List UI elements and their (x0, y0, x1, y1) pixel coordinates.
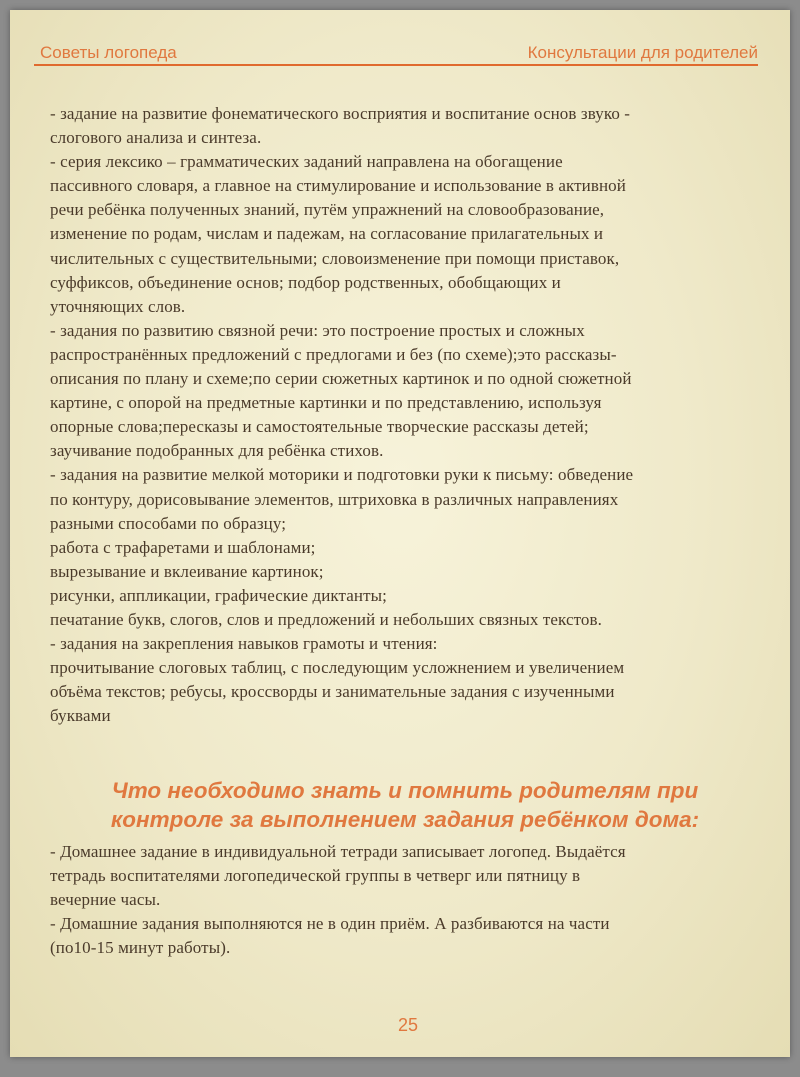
text-line: (по10-15 минут работы). (50, 938, 231, 957)
text-line: - Домашние задания выполняются не в один приём. А разбиваются на части (50, 914, 610, 933)
text-line: распространённых предложений с предлогами и без (по схеме);это рассказы- (50, 344, 617, 364)
subheading-line-2: контроле за выполнением задания ребёнком дома: (110, 807, 700, 832)
slide-page (10, 10, 790, 1057)
text-line: по контуру, дорисовывание элементов, штриховка в различных направлениях (50, 489, 619, 509)
text-line: опорные слова;пересказы и самостоятельные творческие рассказы детей; (50, 417, 589, 437)
notes-text-block (50, 840, 770, 960)
text-line: прочитывание слоговых таблиц, с последующим усложнением и увеличением (50, 658, 625, 678)
text-line: - задания на развитие мелкой моторики и подготовки руки к письму: обведение (50, 465, 634, 485)
text-line: печатание букв, слогов, слов и предложений и небольших связных текстов. (50, 609, 603, 629)
text-line: вырезывание и вклеивание картинок; (50, 561, 324, 581)
main-text-block (50, 102, 770, 728)
text-line: объёма текстов; ребусы, кроссворды и занимательные задания с изученными (50, 682, 615, 702)
header-title-left: Советы логопеда (40, 43, 177, 62)
text-line: числительных с существительными; словоизменение при помощи приставок, (50, 248, 620, 268)
text-line: - серия лексико – грамматических заданий направлена на обогащение (50, 152, 563, 172)
page-number: 25 (398, 1015, 419, 1035)
text-line: - задания на закрепления навыков грамоты и чтения: (50, 634, 438, 654)
subheading-line-1: Что необходимо знать и помнить родителям при (111, 778, 699, 803)
text-line: буквами (50, 706, 111, 726)
text-line: - задания по развитию связной речи: это построение простых и сложных (50, 320, 585, 340)
header-title-right: Консультации для родителей (527, 43, 758, 62)
text-line: пассивного словаря, а главное на стимулирование и использование в активной (50, 176, 626, 196)
text-line: описания по плану и схеме;по серии сюжетных картинок и по одной сюжетной (50, 369, 632, 389)
text-line: слогового анализа и синтеза. (50, 128, 262, 148)
header-bar (34, 38, 758, 66)
text-line: тетрадь воспитателями логопедической группы в четверг или пятницу в (50, 866, 581, 885)
text-line: суффиксов, объединение основ; подбор родственных, обобщающих и (50, 272, 561, 292)
text-line: - задание на развитие фонематического восприятия и воспитание основ звуко - (50, 104, 631, 123)
text-line: картине, с опорой на предметные картинки и по представлению, используя (50, 393, 602, 413)
text-line: речи ребёнка полученных знаний, путём упражнений на словообразование, (50, 200, 605, 220)
text-line: разными способами по образцу; (50, 513, 287, 533)
text-line: изменение по родам, числам и падежам, на согласование прилагательных и (50, 224, 604, 244)
text-line: - Домашнее задание в индивидуальной тетради записывает логопед. Выдаётся (50, 842, 626, 861)
text-line: рисунки, аппликации, графические диктанты; (50, 585, 387, 605)
text-line: вечерние часы. (50, 890, 161, 909)
text-line: заучивание подобранных для ребёнка стихов. (50, 441, 384, 461)
text-line: уточняющих слов. (50, 296, 186, 316)
text-line: работа с трафаретами и шаблонами; (50, 537, 316, 557)
